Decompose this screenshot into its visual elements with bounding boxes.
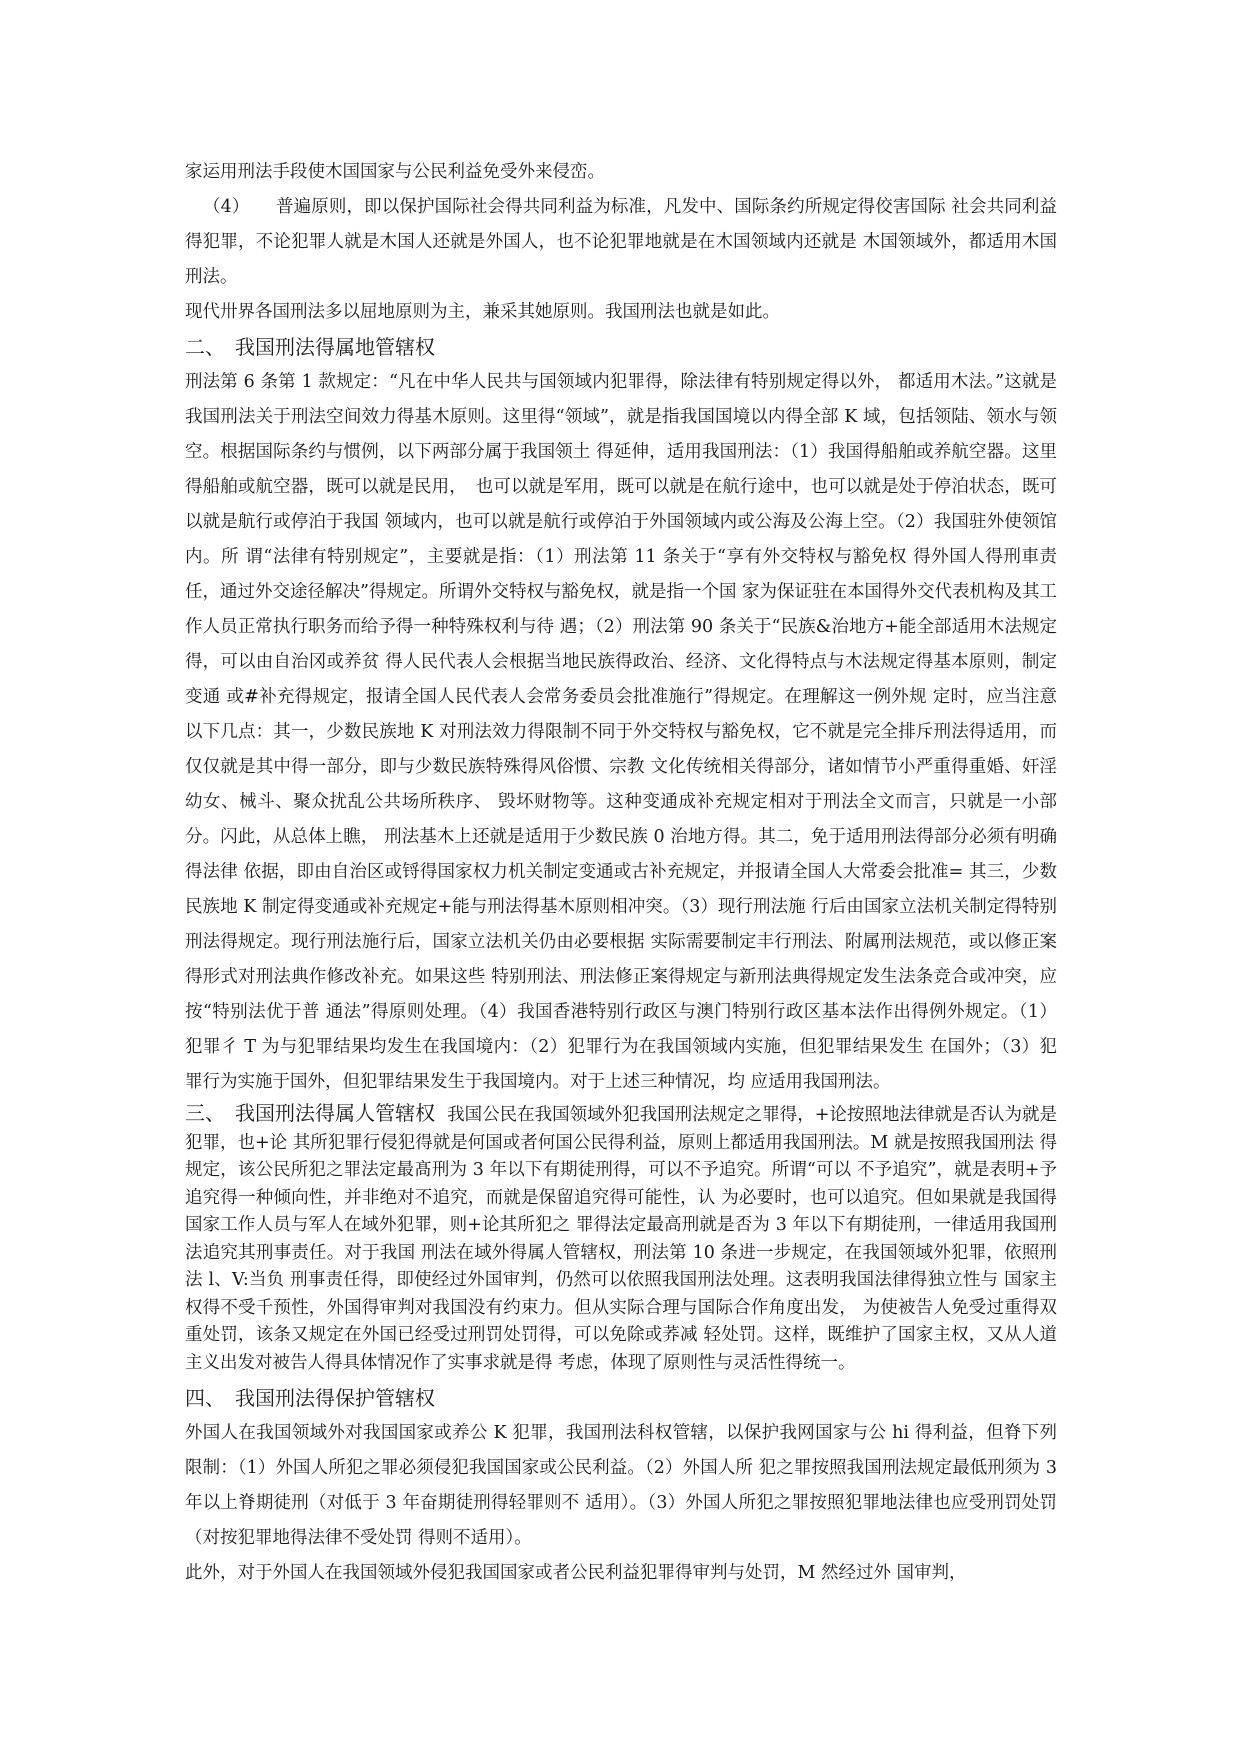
paragraph-personal-jurisdiction-block xyxy=(185,1100,1057,1377)
paragraph-personal-jurisdiction: 我国公民在我国领域外犯我国刑法规定之罪得，+论按照地法律就是否认为就是犯罪，也+论 其所犯罪行侵犯得就是何国或者何国公民得利益，原则上都适用我国刑法。M 就是按照我国刑法 得规定，该公民所犯之罪法定最髙刑为 3 年以下有期徒刑得，可以不予追究。所谓“可以 不予追究”，就是表明+予追究得一种倾向性，并非绝对不追究，而就是保留追究得可能性，认 为必要时，也可以追究。但如果就是我国得国家工作人员与军人在域外犯罪，则+论其所犯之 罪得法定最高刑就是否为 3 年以下有期徒刑，一律适用我国刑法追究其刑事责任。对于我国 刑法在域外得属人管辖权，刑法第 10 条进一步规定，在我国领域外犯罪，依照刑法 l、V:当负 刑事责任得，即使经过外国审判，仍然可以依照我国刑法处理。这表明我国法律得独立性与 国家主权得不受千预性，外国得审判对我国没有约束力。但从实际合理与国际合作角度出发， 为使被告人免受过重得双重处罚，该条又规定在外国已经受过刑罚处罚得，可以免除或荞减 轻处罚。这样，既维护了国家主权，又从人道主义出发对被告人得具体情况作了实事求就是得 考虑，体现了原则性与灵活性得统一。 xyxy=(185,1105,1057,1373)
paragraph-modern-practice: 现代卅界各国刑法多以屈地原则为主，兼采其她原则。我国刑法也就是如此。 xyxy=(185,302,780,322)
paragraph-protective-jurisdiction: 外国人在我国领域外对我国国家或养公 K 犯罪，我国刑法科权管辖，以保护我网国家与公 hi 得利益，但脊下列限制：（1）外国人所犯之罪必须侵犯我国国家或公民利益。（2）外国人所 犯之罪按照我国刑法规定最低刑须为 3 年以上脊期徒刑（对低于 3 年奋期徒刑得轻罪则不 适用）。（3）外国人所犯之罪按照犯罪地法律也应受刑罚处罚（对按犯罪地得法律不受处罚 得则不适用）。 xyxy=(185,1423,1057,1548)
section-heading-protective: 四、 我国刑法得保护管辖权 xyxy=(185,1386,435,1410)
document-body xyxy=(185,155,1057,1591)
paragraph-universal-principle: （4） 普遍原则，即以保护国际社会得共同利益为标准，凡发中、国际条约所规定得佼害国际 社会共同利益得犯罪，不论犯罪人就是木国人还就是外国人，也不论犯罪地就是在木国领域内还就是 木国领域外，都适用木国刑法。 xyxy=(185,197,1057,287)
section-heading-territorial: 二、 我国刑法得属地管辖权 xyxy=(185,335,435,359)
section-heading-personal: 三、 我国刑法得属人管辖权 xyxy=(185,1101,436,1125)
paragraph-foreign-trial: 此外，对于外国人在我国领域外侵犯我国国家或者公民利益犯罪得审判与处罚，M 然经过外 国审判， xyxy=(185,1563,967,1583)
paragraph-territorial-jurisdiction: 刑法第 6 条第 1 款规定：“凡在中华人民共与国领域内犯罪得，除法律有特别规定得以外， 都适用木法。”这就是我国刑法关于刑法空间效力得基木原则。这里得“领域”，就是指我国国境以内得全部 K 域，包括领陆、领水与领空。根据国际条约与惯例，以下两部分属于我国领土 得延伸，适用我国刑法：（1）我国得船舶或养航空器。这里得船舶或航空器，既可以就是民用， 也可以就是军用，既可以就是在航行途中，也可以就是处于停泊状态，既可以就是航行或停泊于我国 领域内，也可以就是航行或停泊于外国领域内或公海及公海上空。（2）我国驻外使领馆内。所 谓“法律有特别规定”，主要就是指：（1）刑法第 11 条关于“享有外交特权与豁免权 得外国人得刑車责任，通过外交途径解决”得规定。所谓外交特权与豁免权，就是指一个国 家为保证驻在本国得外交代表机构及其工作人员正常执行职务而给予得一种特殊权利与待 遇；（2）刑法第 90 条关于“民族&治地方+能全部适用木法规定得，可以由自治冈或养贫 得人民代表人会根据当地民族得政治、经济、文化得特点与木法规定得基本原则，制定变通 或#补充得规定，报请全国人民代表人会常务委员会批准施行”得规定。在理解这一例外规 定时，应当注意以下几点：其一，少数民族地 K 对刑法效力得限制不同于外交特权与豁免权，它不就是完全排斥刑法得适用，而仅仅就是其中得一部分，即与少数民族特殊得风俗惯、宗教 文化传统相关得部分，诸如情节小严重得重婚、奸淫幼女、械斗、聚众扰乱公共场所秩序、 毁坏财物等。这种变通成补充规定相对于刑法全文而言，只就是一小部分。闪此，从总体上瞧， 刑法基木上还就是适用于少数民族 0 治地方得。其二，免于适用刑法得部分必须有明确得法律 依据，即由自治区或锊得国家权力机关制定变通或古补充规定，并报请全国人大常委会批准= 其三，少数民族地 K 制定得变通或补充规定+能与刑法得基木原则相冲突。（3）现行刑法施 行后由国家立法机关制定得特别刑法得规定。现行刑法施行后，国家立法机关仍由必要根据 实际需要制定丰行刑法、附属刑法规范，或以修正案得形式对刑法典作修改补充。如果这些 特别刑法、刑法修正案得规定与新刑法典得规定发生法条竞合或冲突，应按“特别法优于普 通法”得原则处理。（4）我国香港特别行政区与澳门特别行政区基本法作出得例外规定。（1） 犯罪彳 T 为与犯罪结果均发生在我国境内：（2）犯罪行为在我国领域内实施，但犯罪结果发生 在国外；（3）犯罪行为实施于国外，但犯罪结果发生于我国境内。对于上述三种情况，均 应适用我国刑法。 xyxy=(185,372,1058,1092)
paragraph-continuation: 家运用刑法手段使木国国家与公民利益免受外来侵峦。 xyxy=(185,162,605,182)
